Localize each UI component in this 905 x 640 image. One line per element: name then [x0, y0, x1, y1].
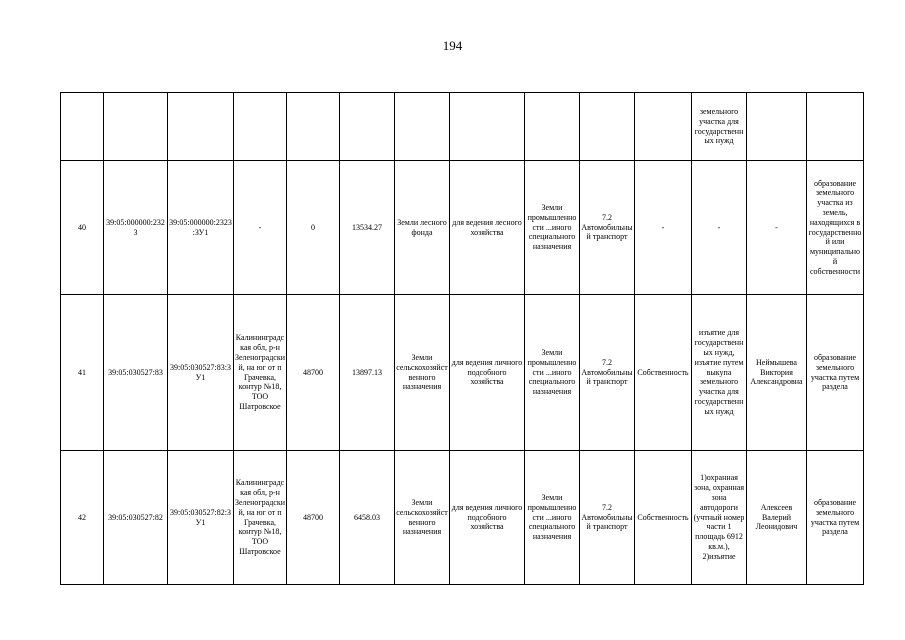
cell-owner: Алексеев Валерий Леонидович [747, 451, 807, 585]
cell-target-use [580, 93, 635, 161]
cell-target-category: Земли промышленности ...иного специального назначения [525, 451, 580, 585]
cell-address: - [234, 161, 287, 295]
cell-target-category: Земли промышленности ...иного специального назначения [525, 295, 580, 451]
cell-row-number: 42 [61, 451, 104, 585]
cell-encumbrance: - [692, 161, 747, 295]
cell-target-use: 7.2 Автомобильный транспорт [580, 295, 635, 451]
cell-formation-method: образование земельного участка из земель, находящихся в государственной или муниципальной собственности [807, 161, 864, 295]
cell-land-category: Земли сельскохозяйственного назначения [395, 451, 450, 585]
cell-permitted-use: для ведения лесного хозяйства [450, 161, 525, 295]
cell-formation-method [807, 93, 864, 161]
cell-area-registered: 0 [287, 161, 340, 295]
cell-row-number [61, 93, 104, 161]
cell-address [234, 93, 287, 161]
cell-cadastral-number: 39:05:030527:83 [104, 295, 168, 451]
cell-target-category [525, 93, 580, 161]
page-number: 194 [442, 38, 463, 53]
cell-land-category [395, 93, 450, 161]
cell-permitted-use: для ведения личного подсобного хозяйства [450, 295, 525, 451]
cell-right-type: Собственность [635, 295, 692, 451]
cell-address: Калининградская обл, р-н Зеленоградский, на юг от п Грачевка, контур №18, ТОО Шатровское [234, 451, 287, 585]
cell-cadastral-number: 39:05:030527:82 [104, 451, 168, 585]
cell-encumbrance: земельного участка для государственных нужд [692, 93, 747, 161]
cell-area-formed: 13534.27 [340, 161, 395, 295]
land-plots-table [60, 92, 864, 585]
table-row [61, 451, 864, 585]
cell-cadastral-number [104, 93, 168, 161]
cell-area-formed [340, 93, 395, 161]
cell-plot-designation: 39:05:000000:2323:ЗУ1 [168, 161, 234, 295]
cell-area-registered: 48700 [287, 451, 340, 585]
cell-encumbrance: изъятие для государственных нужд, изъятие путем выкупа земельного участка для государственных нужд [692, 295, 747, 451]
cell-area-registered: 48700 [287, 295, 340, 451]
cell-row-number: 40 [61, 161, 104, 295]
cell-permitted-use [450, 93, 525, 161]
cell-address: Калининградская обл, р-н Зеленоградский, на юг от п Грачевка, контур №18, ТОО Шатровское [234, 295, 287, 451]
cell-area-formed: 6458.03 [340, 451, 395, 585]
cell-target-use: 7.2 Автомобильный транспорт [580, 451, 635, 585]
cell-permitted-use: для ведения личного подсобного хозяйства [450, 451, 525, 585]
cell-plot-designation: 39:05:030527:82:ЗУ1 [168, 451, 234, 585]
cell-land-category: Земли сельскохозяйственного назначения [395, 295, 450, 451]
cell-row-number: 41 [61, 295, 104, 451]
cell-right-type: - [635, 161, 692, 295]
table-row [61, 161, 864, 295]
cell-area-registered [287, 93, 340, 161]
cell-land-category: Земли лесного фонда [395, 161, 450, 295]
cell-formation-method: образование земельного участка путем раздела [807, 295, 864, 451]
cell-owner: Неймышева Виктория Александровна [747, 295, 807, 451]
cell-target-use: 7.2 Автомобильный транспорт [580, 161, 635, 295]
cell-formation-method: образование земельного участка путем раздела [807, 451, 864, 585]
cell-plot-designation: 39:05:030527:83:ЗУ1 [168, 295, 234, 451]
cell-owner [747, 93, 807, 161]
cell-encumbrance: 1)охранная зона, охранная зона автодороги (учтный номер части 1 площадь 6912 кв.м.), 2)изъятие [692, 451, 747, 585]
cell-right-type: Собственность [635, 451, 692, 585]
table-row [61, 295, 864, 451]
cell-target-category: Земли промышленности ...иного специального назначения [525, 161, 580, 295]
cell-owner: - [747, 161, 807, 295]
cell-plot-designation [168, 93, 234, 161]
cell-right-type [635, 93, 692, 161]
cell-area-formed: 13897.13 [340, 295, 395, 451]
cell-cadastral-number: 39:05:000000:2323 [104, 161, 168, 295]
table-row-continued [61, 93, 864, 161]
